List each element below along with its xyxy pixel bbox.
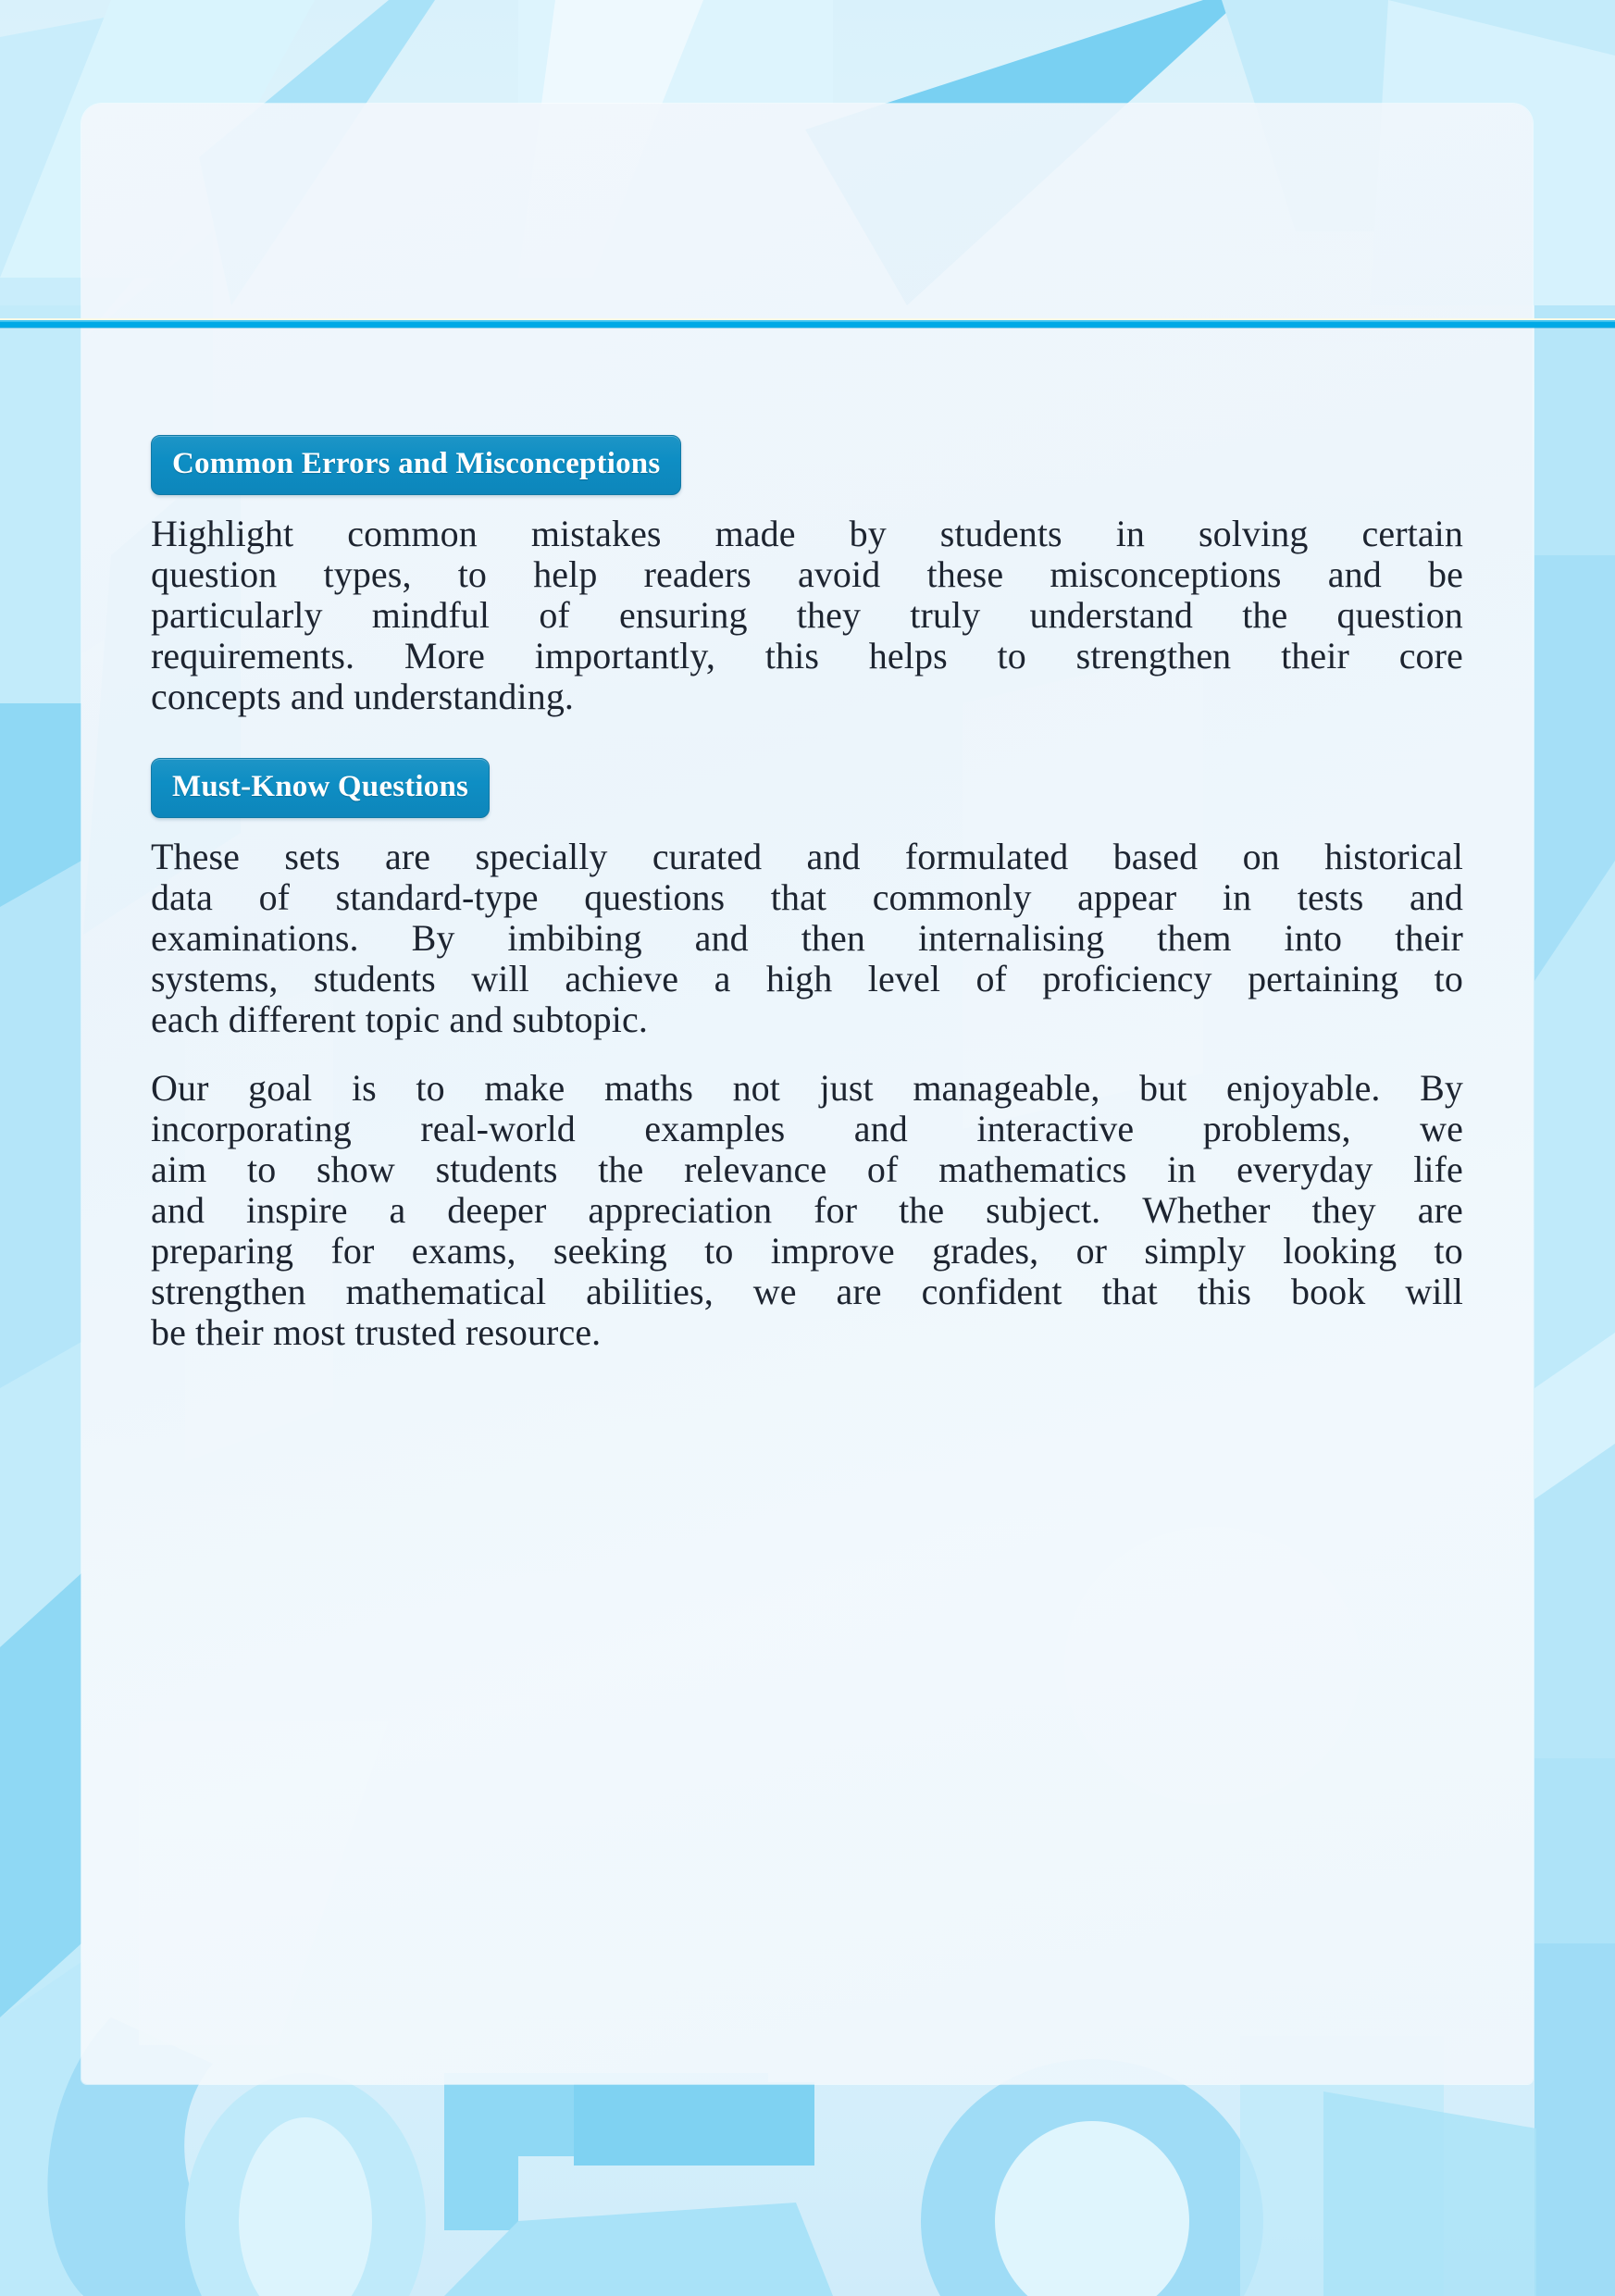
word: we	[1420, 1108, 1463, 1149]
word: is	[351, 1067, 377, 1109]
word: looking	[1283, 1230, 1398, 1272]
word: More	[404, 635, 485, 676]
word: of	[258, 876, 291, 918]
section-heading-row-2	[151, 758, 1463, 818]
paragraph-common-errors	[151, 515, 1463, 715]
word: improve	[770, 1230, 895, 1272]
paragraph-line	[151, 917, 1463, 959]
word: of	[539, 594, 570, 636]
word: by	[849, 513, 887, 554]
word: simply	[1144, 1230, 1246, 1272]
word: we	[752, 1271, 797, 1312]
word: this	[764, 635, 819, 676]
word: importantly,	[534, 635, 715, 676]
paragraph-line	[151, 1189, 1463, 1231]
paragraph-line	[151, 876, 1463, 918]
word: misconceptions	[1050, 553, 1282, 595]
word: are	[385, 836, 431, 877]
header-divider-rule	[0, 318, 1615, 329]
word: readers	[643, 553, 752, 595]
word: exams,	[411, 1230, 516, 1272]
word: for	[814, 1189, 858, 1231]
word: specially	[475, 836, 608, 877]
word: mistakes	[530, 513, 662, 554]
word: that	[1101, 1271, 1158, 1312]
word: pertaining	[1248, 958, 1399, 999]
section-heading-row-1	[151, 435, 1463, 495]
word: Our	[151, 1067, 209, 1109]
word: to	[1434, 1230, 1463, 1272]
word: inspire	[245, 1189, 348, 1231]
word: students	[435, 1148, 558, 1190]
content-column	[151, 435, 1463, 1357]
word: they	[1311, 1189, 1376, 1231]
word: in	[1115, 513, 1146, 554]
word: confident	[921, 1271, 1062, 1312]
word: into	[1284, 917, 1343, 959]
word: Highlight	[151, 513, 294, 554]
line-text: be their most trusted resource.	[151, 1311, 602, 1353]
word: everyday	[1236, 1148, 1373, 1190]
word: solving	[1199, 513, 1309, 554]
word: core	[1398, 635, 1463, 676]
word: for	[330, 1230, 375, 1272]
word: and	[1409, 876, 1463, 918]
paragraph-line	[151, 594, 1463, 636]
word: students	[313, 958, 436, 999]
word: examinations.	[151, 917, 359, 959]
word: students	[939, 513, 1062, 554]
word: to	[704, 1230, 734, 1272]
word: relevance	[684, 1148, 827, 1190]
word: examples	[644, 1108, 786, 1149]
word: data	[151, 876, 214, 918]
word: in	[1222, 876, 1252, 918]
word: the	[1242, 594, 1288, 636]
word: and	[151, 1189, 205, 1231]
word: of	[866, 1148, 899, 1190]
word: a	[389, 1189, 406, 1231]
word: certain	[1361, 513, 1463, 554]
word: manageable,	[913, 1067, 1100, 1109]
word: or	[1075, 1230, 1108, 1272]
paragraph-line	[151, 515, 1463, 552]
word: avoid	[797, 553, 881, 595]
word: commonly	[872, 876, 1032, 918]
word: this	[1197, 1271, 1252, 1312]
word: interactive	[976, 1108, 1135, 1149]
paragraph-line	[151, 1311, 1463, 1353]
word: real-world	[420, 1108, 576, 1149]
word: enjoyable.	[1226, 1067, 1381, 1109]
word: tests	[1297, 876, 1364, 918]
word: goal	[248, 1067, 313, 1109]
word: these	[926, 553, 1004, 595]
paragraph-line	[151, 1230, 1463, 1272]
paragraph-line	[151, 1273, 1463, 1310]
word: their	[1281, 635, 1349, 676]
word: not	[732, 1067, 780, 1109]
section-badge-common-errors: Common Errors and Misconceptions	[151, 435, 681, 495]
word: book	[1290, 1271, 1366, 1312]
word: questions	[584, 876, 726, 918]
word: strengthen	[151, 1271, 306, 1312]
paragraph-line	[151, 838, 1463, 875]
paragraph-line	[151, 958, 1463, 999]
word: systems,	[151, 958, 279, 999]
word: life	[1413, 1148, 1463, 1190]
word: to	[997, 635, 1026, 676]
word: to	[416, 1067, 445, 1109]
word: common	[347, 513, 478, 554]
running-header-band	[81, 104, 1533, 322]
word: mathematical	[345, 1271, 547, 1312]
word: truly	[910, 594, 981, 636]
word: will	[1405, 1271, 1463, 1312]
word: requirements.	[151, 635, 355, 676]
word: make	[484, 1067, 565, 1109]
word: standard-type	[335, 876, 539, 918]
word: to	[1434, 958, 1463, 999]
word: be	[1427, 553, 1463, 595]
word: and	[694, 917, 749, 959]
paragraph-line	[151, 635, 1463, 676]
word: and	[1327, 553, 1382, 595]
word: achieve	[565, 958, 679, 999]
line-text: concepts and understanding.	[151, 676, 575, 717]
word: subject.	[986, 1189, 1101, 1231]
word: will	[471, 958, 529, 999]
word: mathematics	[938, 1148, 1127, 1190]
paragraph-must-know-1	[151, 838, 1463, 1038]
word: show	[317, 1148, 395, 1190]
word: appreciation	[588, 1189, 773, 1231]
word: that	[770, 876, 827, 918]
paragraph-line	[151, 1108, 1463, 1149]
word: imbibing	[507, 917, 642, 959]
word: seeking	[553, 1230, 667, 1272]
word: then	[801, 917, 865, 959]
word: them	[1157, 917, 1232, 959]
word: they	[796, 594, 862, 636]
word: in	[1167, 1148, 1197, 1190]
word: the	[899, 1189, 945, 1231]
word: By	[1420, 1067, 1463, 1109]
word: By	[411, 917, 455, 959]
rule-shadow	[0, 328, 1615, 329]
word: to	[246, 1148, 277, 1190]
word: and	[806, 836, 861, 877]
word: preparing	[151, 1230, 294, 1272]
paragraph-must-know-2	[151, 1067, 1463, 1353]
word: the	[598, 1148, 644, 1190]
word: proficiency	[1042, 958, 1212, 999]
word: understand	[1029, 594, 1193, 636]
word: but	[1139, 1067, 1187, 1109]
word: mindful	[371, 594, 491, 636]
word: are	[836, 1271, 882, 1312]
word: deeper	[447, 1189, 547, 1231]
word: on	[1242, 836, 1280, 877]
paragraph-line	[151, 1001, 1463, 1038]
word: problems,	[1202, 1108, 1351, 1149]
word: particularly	[151, 594, 323, 636]
word: helps	[868, 635, 948, 676]
word: internalising	[917, 917, 1105, 959]
word: types,	[323, 553, 412, 595]
word: question	[151, 553, 278, 595]
word: grades,	[932, 1230, 1039, 1272]
word: strengthen	[1075, 635, 1232, 676]
paragraph-line	[151, 678, 1463, 715]
word: question	[1336, 594, 1463, 636]
word: abilities,	[586, 1271, 714, 1312]
word: These	[151, 836, 241, 877]
word: their	[1395, 917, 1463, 959]
word: level	[867, 958, 941, 999]
word: ensuring	[619, 594, 748, 636]
word: Whether	[1142, 1189, 1271, 1231]
word: made	[714, 513, 796, 554]
word: a	[714, 958, 731, 999]
word: are	[1417, 1189, 1463, 1231]
section-badge-must-know-questions: Must-Know Questions	[151, 758, 490, 818]
word: just	[819, 1067, 874, 1109]
word: based	[1112, 836, 1199, 877]
word: aim	[151, 1148, 207, 1190]
word: of	[975, 958, 1007, 999]
paragraph-line	[151, 1148, 1463, 1190]
word: high	[765, 958, 833, 999]
word: sets	[284, 836, 341, 877]
paragraph-line	[151, 553, 1463, 595]
word: maths	[603, 1067, 693, 1109]
word: help	[533, 553, 598, 595]
paragraph-line	[151, 1067, 1463, 1109]
line-text: each different topic and subtopic.	[151, 999, 648, 1040]
word: curated	[652, 836, 763, 877]
word: and	[853, 1108, 908, 1149]
word: formulated	[904, 836, 1069, 877]
word: incorporating	[151, 1108, 352, 1149]
word: historical	[1324, 836, 1463, 877]
word: appear	[1077, 876, 1177, 918]
word: to	[457, 553, 488, 595]
